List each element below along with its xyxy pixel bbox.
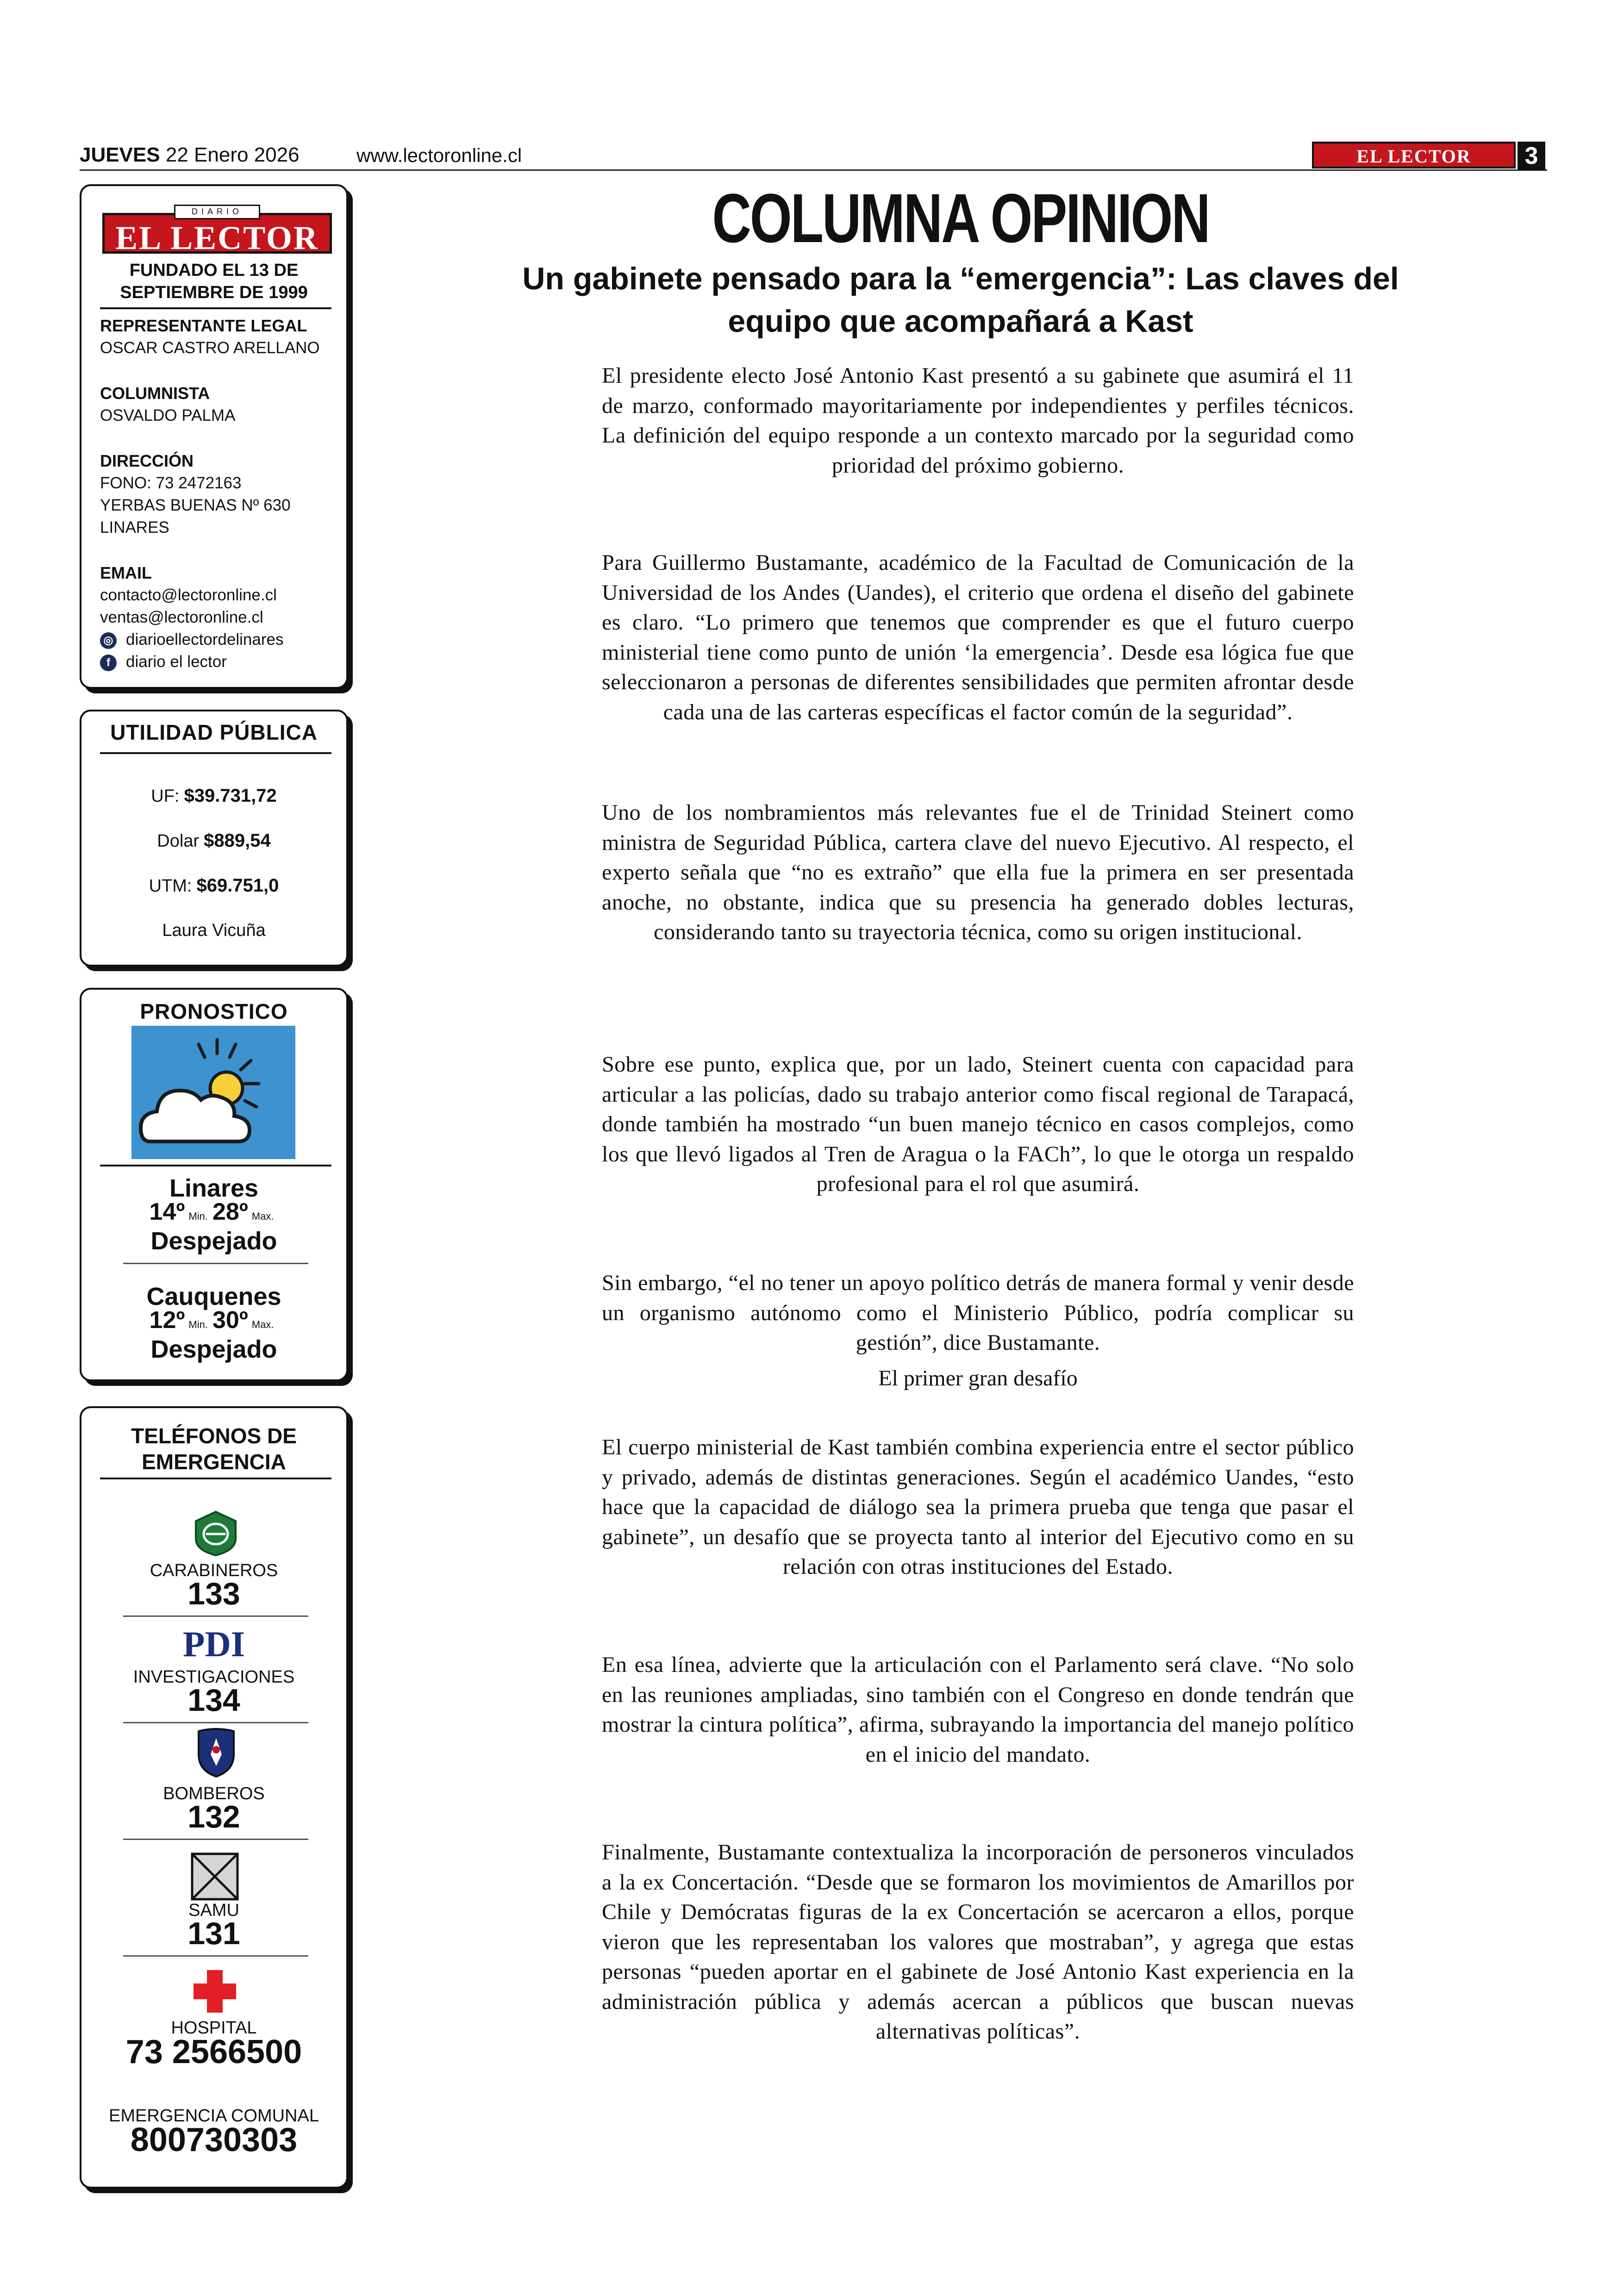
section-title: COLUMNA OPINION — [712, 179, 1209, 257]
divider — [123, 1839, 308, 1840]
email-link[interactable]: contacto@lectoronline.cl — [100, 586, 277, 604]
issue-date: JUEVES 22 Enero 2026 — [80, 143, 300, 166]
divider — [123, 1615, 308, 1617]
weather-title: PRONOSTICO — [140, 999, 288, 1023]
article-paragraph: Para Guillermo Bustamante, académico de la Facultad de Comunicación de la Universidad de los Andes (Uandes), el criterio que ordena el diseño del gabinete es claro. “Lo primero que tenemos que comprender es que el futuro cuerpo ministerial tiene como punto de unión ‘la emergencia’. Desde esa lógica fue que seleccionaron a personas de diferentes sensibilidades que permiten afrontar desde cada una de las carteras específicas el factor común de la seguridad”. — [602, 550, 1354, 724]
dolar-value: Dolar $889,54 — [157, 830, 271, 851]
website-url[interactable]: www.lectoronline.cl — [356, 144, 522, 166]
founded-text: FUNDADO EL 13 DE SEPTIEMBRE DE 1999 — [120, 261, 308, 302]
emergency-label: EMERGENCIA COMUNAL — [109, 2106, 319, 2126]
emergency-phones-box — [80, 1406, 348, 2189]
article-paragraph: En esa línea, advierte que la articulación con el Parlamento será clave. “No solo en las reuniones ampliadas, sino también con el Congreso en donde tendrán que mostrar la cintura política”, afirma, subrayando la importancia del manejo político en el inicio del mandato. — [602, 1653, 1354, 1767]
emergency-number[interactable]: 132 — [187, 1799, 240, 1834]
emergency-number[interactable]: 73 2566500 — [125, 2033, 302, 2070]
temperature-range: 12º Min. 30º Max. — [149, 1307, 274, 1334]
instagram-icon: ◎ — [100, 632, 117, 649]
legal-rep: REPRESENTANTE LEGAL OSCAR CASTRO ARELLANO — [100, 316, 320, 357]
saint-of-day: Laura Vicuña — [162, 921, 266, 940]
article-paragraph: Finalmente, Bustamante contextualiza la incorporación de personeros vinculados a la ex Concertación. “Desde que se formaron los movimientos de Amarillos por Chile y Demócratas figuras de la ex Concertación se acercaron a ellos, porque vieron que les representaban los valores que mostraban”, y agrega que estas personas “pueden aportar en el gabinete de José Antonio Kast experiencia en la administración pública y además acercan a públicos que buscan nuevas alternativas políticas”. — [602, 1840, 1354, 2044]
emergency-label: CARABINEROS — [150, 1561, 278, 1580]
weather-condition: Despejado — [150, 1335, 277, 1363]
article-paragraph: Sin embargo, “el no tener un apoyo político detrás de manera formal y venir desde un organismo autónomo como el Ministerio Público, podría complicar su gestión”, dice Bustamante. — [602, 1271, 1354, 1355]
emergency-number[interactable]: 133 — [187, 1576, 240, 1611]
article-paragraph: Uno de los nombramientos más relevantes fue el de Trinidad Steinert como ministra de Seguridad Pública, cartera clave del nuevo Ejecutivo. Al respecto, el experto señala que “no es extraño” que ella fue la primera en ser presentada anoche, no obstante, indica que su presencia ha generado dobles lecturas, considerando tanto su trayectoria técnica, como su origen institucional. — [602, 800, 1354, 944]
weather-box — [80, 988, 348, 1381]
header-logo: EL LECTOR — [1312, 142, 1516, 168]
pdi-logo: PDI — [182, 1624, 245, 1664]
article-paragraph: El presidente electo José Antonio Kast presentó a su gabinete que asumirá el 11 de marzo, conformado mayoritariamente por independientes y perfiles técnicos. La definición del equipo responde a un contexto marcado por la seguridad como prioridad del próximo gobierno. — [602, 363, 1354, 478]
bomberos-badge-icon — [195, 1727, 237, 1777]
facebook-link[interactable]: f diario el lector — [100, 651, 283, 673]
image-placeholder-icon — [191, 1852, 239, 1901]
emergency-label: HOSPITAL — [171, 2018, 257, 2038]
article-paragraph: El cuerpo ministerial de Kast también combina experiencia entre el sector público y privado, además de distintas generaciones. Según el académico Uandes, “esto hace que la capacidad de diálogo sea la primera prueba que tenga que pasar el gabinete”, un desafío que se proyecta tanto al interior del Ejecutivo como en su relación con otras instituciones del Estado. — [602, 1435, 1354, 1579]
divider — [123, 1263, 308, 1264]
divider — [123, 1722, 308, 1723]
page-number: 3 — [1518, 142, 1545, 170]
emergency-number[interactable]: 134 — [187, 1683, 240, 1718]
emergency-title: TELÉFONOS DE EMERGENCIA — [131, 1424, 297, 1474]
city-name: Cauquenes — [146, 1283, 281, 1310]
instagram-link[interactable]: ◎ diarioellectordelinares — [100, 629, 283, 651]
facebook-icon: f — [100, 655, 117, 671]
uf-value: UF: $39.731,72 — [151, 786, 277, 806]
divider — [100, 1165, 331, 1166]
emergency-number[interactable]: 131 — [187, 1916, 240, 1951]
divider — [100, 1478, 331, 1479]
address: DIRECCIÓN FONO: 73 2472163 YERBAS BUENAS Nº 630 LINARES — [100, 451, 291, 536]
utilidad-title: UTILIDAD PÚBLICA — [110, 720, 318, 744]
red-cross-icon — [192, 1968, 238, 2014]
utm-value: UTM: $69.751,0 — [149, 875, 279, 896]
partly-cloudy-icon — [131, 1026, 295, 1159]
temperature-range: 14º Min. 28º Max. — [149, 1198, 274, 1225]
divider — [100, 307, 331, 309]
carabineros-badge-icon — [193, 1511, 238, 1556]
header-divider — [80, 169, 1547, 171]
columnist: COLUMNISTA OSVALDO PALMA — [100, 384, 236, 424]
weather-condition: Despejado — [150, 1227, 277, 1255]
emergency-number[interactable]: 800730303 — [130, 2121, 298, 2158]
emergency-label: INVESTIGACIONES — [133, 1667, 295, 1687]
divider — [123, 1955, 308, 1957]
email-link[interactable]: ventas@lectoronline.cl — [100, 608, 263, 626]
contact: EMAIL contacto@lectoronline.cl ventas@lectoronline.cl ◎ diarioellectordelinares f diario el lector — [100, 562, 283, 673]
emergency-label: SAMU — [188, 1901, 239, 1920]
utilidad-publica-box — [80, 710, 348, 967]
masthead-box — [80, 184, 348, 689]
article-paragraph: Sobre ese punto, explica que, por un lado, Steinert cuenta con capacidad para articular a las policías, dado su trabajo anterior como fiscal regional de Tarapacá, donde también ha mostrado “un buen manejo técnico en casos complejos, como los que llevó ligados al Tren de Aragua o la FACh”, lo que le otorga un respaldo profesional para el rol que asumirá. — [602, 1052, 1354, 1196]
logo-top-label: DIARIO — [174, 205, 260, 219]
city-name: Linares — [169, 1174, 259, 1202]
newspaper-logo: EL LECTOR — [102, 213, 332, 254]
emergency-label: BOMBEROS — [163, 1784, 265, 1803]
divider — [100, 752, 331, 754]
article-subheading: El primer gran desafío — [878, 1366, 1078, 1391]
article-headline: Un gabinete pensado para la “emergencia”: Las claves del equipo que acompañará a Kast — [522, 261, 1399, 339]
